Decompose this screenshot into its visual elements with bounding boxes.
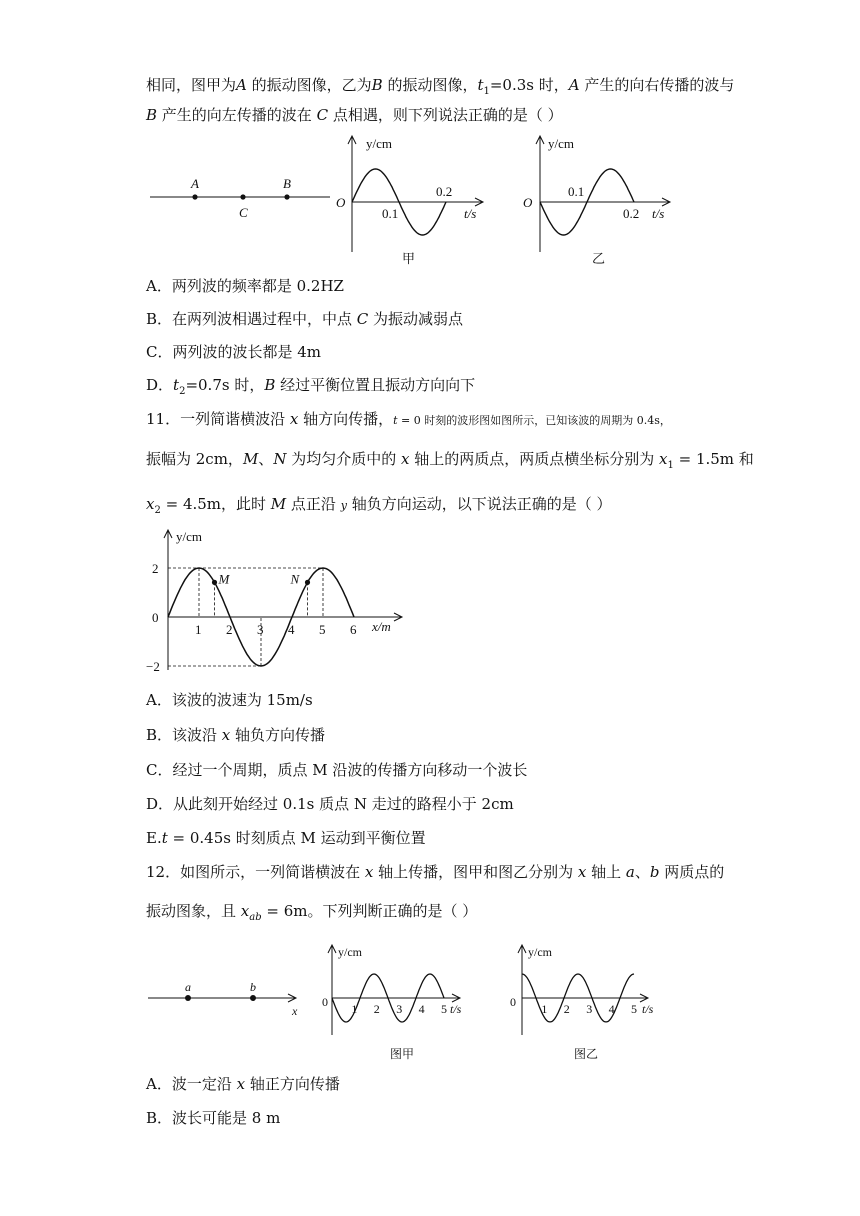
q12-stem-line2: 振动图象，且 $x_{ab} = 6m$。下列判断正确的是（ ） bbox=[146, 902, 478, 923]
q11-stem-line1: 11．一列简谐横波沿 x 轴方向传播，t = 0 时刻的波形图如图所示，已知该波的周期为 0.4s， bbox=[146, 410, 671, 428]
origin-label: 0 bbox=[322, 995, 328, 1009]
tick-label-4: 4 bbox=[418, 1002, 425, 1016]
x-tick-1: 1 bbox=[195, 622, 202, 637]
q10-graph-jia bbox=[330, 132, 490, 267]
tick-label-2: 2 bbox=[373, 1002, 380, 1016]
q11-option-a[interactable]: A．该波的波速为 15m/s bbox=[146, 691, 313, 709]
origin-label: 0 bbox=[510, 995, 516, 1009]
tick-0.2: 0.2 bbox=[623, 206, 640, 221]
origin-label: O bbox=[336, 195, 346, 210]
tick-label-4: 4 bbox=[608, 1002, 615, 1016]
t-label: t/s bbox=[450, 1002, 462, 1016]
caption: 乙 bbox=[592, 251, 606, 266]
tick-label-3: 3 bbox=[396, 1002, 403, 1016]
q11-option-c[interactable]: C．经过一个周期，质点 M 沿波的传播方向移动一个波长 bbox=[146, 761, 528, 779]
q12-line-diagram bbox=[148, 978, 308, 1018]
point-a bbox=[185, 995, 191, 1001]
q12-stem-line1: 12．如图所示，一列简谐横波在 x 轴上传播，图甲和图乙分别为 x 轴上 a、b 两质点的 bbox=[146, 863, 725, 881]
q10-option-d[interactable]: D．$t_2=0.7s$ 时，B 经过平衡位置且振动方向向下 bbox=[146, 376, 476, 397]
tick-labels bbox=[541, 1002, 637, 1016]
t-label: t/s bbox=[464, 206, 477, 221]
caption: 图甲 bbox=[390, 1047, 415, 1061]
point-N bbox=[305, 580, 310, 585]
label-a: a bbox=[185, 980, 191, 994]
tick-0.2: 0.2 bbox=[436, 184, 453, 199]
label-x: x bbox=[292, 1004, 298, 1018]
q11-stem-line3: $x_2 = 4.5m$，此时 M 点正沿 y 轴负方向运动，以下说法正确的是（ ） bbox=[146, 495, 612, 516]
label-n: N bbox=[290, 571, 300, 587]
q12-option-a[interactable]: A．波一定沿 x 轴正方向传播 bbox=[146, 1075, 340, 1093]
tick-label-1: 1 bbox=[541, 1002, 548, 1016]
tick-labels bbox=[351, 1002, 447, 1016]
tick-0.1: 0.1 bbox=[382, 206, 399, 221]
y-tick-−2: −2 bbox=[146, 659, 160, 674]
q11-option-d[interactable]: D．从此刻开始经过 0.1s 质点 N 走过的路程小于 2cm bbox=[146, 795, 514, 813]
t-label: t/s bbox=[642, 1002, 654, 1016]
x-tick-4: 4 bbox=[288, 622, 295, 637]
label-b: B bbox=[283, 176, 291, 191]
q11-stem-line2: 振幅为 2cm，M、N 为均匀介质中的 x 轴上的两质点，两质点横坐标分别为 $x_1 = 1.5m$ 和 bbox=[146, 450, 754, 471]
tick-0.1: 0.1 bbox=[568, 184, 585, 199]
point-a bbox=[192, 194, 197, 199]
label-m: M bbox=[218, 571, 230, 587]
caption: 甲 bbox=[402, 251, 416, 266]
point-b bbox=[250, 995, 256, 1001]
t-label: t/s bbox=[652, 206, 665, 221]
q12-graph-yi bbox=[508, 940, 668, 1065]
q11-wave-chart bbox=[140, 525, 410, 675]
q10-option-c[interactable]: C．两列波的波长都是 4m bbox=[146, 343, 322, 361]
q11-option-b[interactable]: B．该波沿 x 轴负方向传播 bbox=[146, 726, 326, 744]
point-b bbox=[284, 194, 289, 199]
y-label: y/cm bbox=[528, 945, 552, 959]
y-tick-2: 2 bbox=[152, 561, 159, 576]
x-label: x/m bbox=[372, 619, 391, 634]
tick-label-5: 5 bbox=[631, 1002, 637, 1016]
q10-stem-line1: 相同，图甲为A 的振动图像，乙为B 的振动图像，$t_1=0.3s$ 时，A 产生的向右传播的波与 bbox=[146, 76, 735, 97]
q11-option-e[interactable]: E.t = 0.45s 时刻质点 M 运动到平衡位置 bbox=[146, 829, 426, 847]
q12-graph-jia bbox=[320, 940, 480, 1065]
tick-label-1: 1 bbox=[351, 1002, 358, 1016]
y-label: y/cm bbox=[366, 136, 392, 151]
label-c: C bbox=[239, 205, 248, 220]
x-tick-5: 5 bbox=[319, 622, 326, 637]
point-M bbox=[212, 580, 217, 585]
origin-label: O bbox=[523, 195, 533, 210]
q10-stem-line2: B 产生的向左传播的波在 C 点相遇，则下列说法正确的是（ ） bbox=[146, 106, 563, 124]
tick-label-3: 3 bbox=[586, 1002, 593, 1016]
q10-option-b[interactable]: B．在两列波相遇过程中，中点 C 为振动减弱点 bbox=[146, 310, 464, 328]
caption: 图乙 bbox=[574, 1047, 599, 1061]
q10-graph-yi bbox=[520, 132, 680, 267]
y-tick-0: 0 bbox=[152, 610, 159, 625]
x-tick-6: 6 bbox=[350, 622, 357, 637]
x-tick-3: 3 bbox=[257, 622, 264, 637]
tick-label-2: 2 bbox=[563, 1002, 570, 1016]
x-tick-2: 2 bbox=[226, 622, 233, 637]
q10-line-diagram bbox=[150, 172, 335, 222]
q10-option-a[interactable]: A．两列波的频率都是 0.2HZ bbox=[146, 277, 344, 295]
tick-label-5: 5 bbox=[441, 1002, 447, 1016]
label-a: A bbox=[191, 176, 199, 191]
y-label: y/cm bbox=[548, 136, 574, 151]
label-b: b bbox=[250, 980, 256, 994]
y-label: y/cm bbox=[176, 529, 202, 544]
q12-option-b[interactable]: B．波长可能是 8 m bbox=[146, 1109, 281, 1127]
y-label: y/cm bbox=[338, 945, 362, 959]
point-c bbox=[240, 194, 245, 199]
